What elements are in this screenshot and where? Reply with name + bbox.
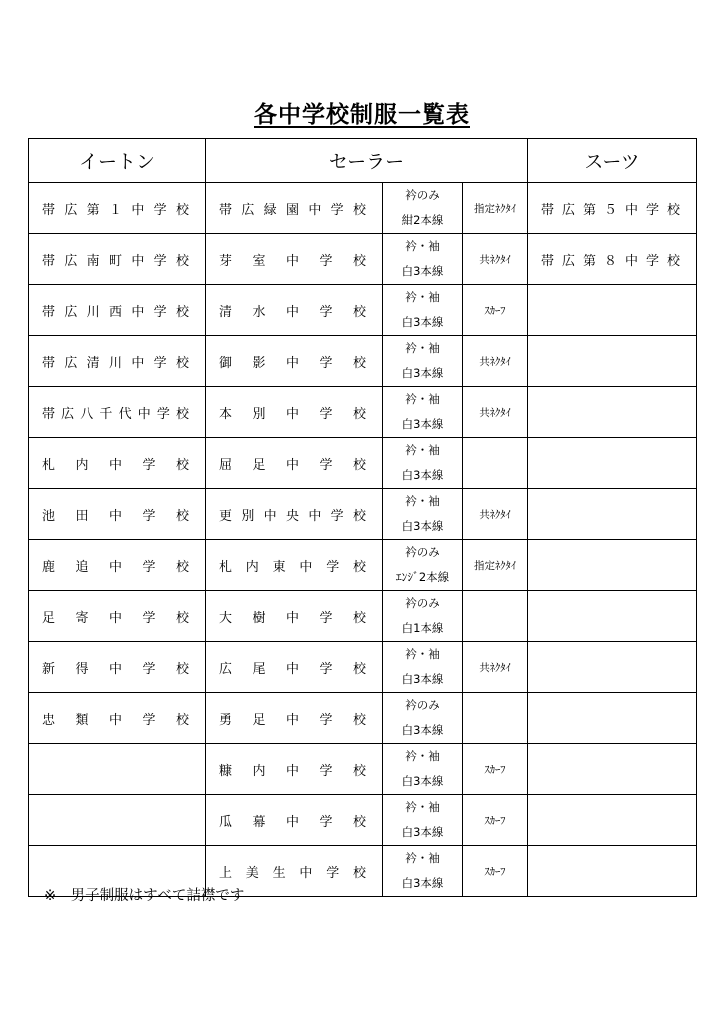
eton-school-cell-text: 帯 広 第 １ 中 学 校 bbox=[42, 202, 189, 218]
line-color-count: 白3本線 bbox=[401, 417, 444, 431]
sailor-line-detail-cell bbox=[383, 489, 463, 540]
sailor-tie-cell: ｽｶｰﾌ bbox=[463, 846, 528, 897]
sailor-tie-cell: ｽｶｰﾌ bbox=[463, 795, 528, 846]
sailor-school-cell bbox=[206, 336, 383, 387]
eton-school-cell bbox=[29, 642, 206, 693]
eton-school-cell bbox=[29, 285, 206, 336]
sailor-line-detail-cell bbox=[383, 387, 463, 438]
sailor-school-cell bbox=[206, 795, 383, 846]
eton-school-cell-text: 帯 広 川 西 中 学 校 bbox=[42, 304, 189, 320]
sailor-school-cell bbox=[206, 285, 383, 336]
suit-school-cell bbox=[528, 183, 697, 234]
table-row bbox=[29, 795, 697, 846]
sailor-school-cell bbox=[206, 234, 383, 285]
line-color-count: 紺2本線 bbox=[401, 213, 444, 227]
sailor-tie-cell bbox=[463, 438, 528, 489]
sailor-tie-cell: ｽｶｰﾌ bbox=[463, 744, 528, 795]
suit-school-cell bbox=[528, 744, 697, 795]
sailor-school-cell-text: 広 尾 中 学 校 bbox=[219, 661, 366, 677]
sailor-tie-cell: 共ﾈｸﾀｲ bbox=[463, 489, 528, 540]
line-color-count: 白3本線 bbox=[401, 519, 444, 533]
sailor-school-cell-text: 御 影 中 学 校 bbox=[219, 355, 366, 371]
eton-school-cell-text: 足 寄 中 学 校 bbox=[42, 610, 189, 626]
sailor-school-cell-text: 大 樹 中 学 校 bbox=[219, 610, 366, 626]
eton-school-cell bbox=[29, 744, 206, 795]
eton-school-cell-text: 帯 広 八 千 代 中 学 校 bbox=[42, 406, 189, 422]
line-position: 衿・袖 bbox=[405, 392, 440, 406]
sailor-line-detail-cell bbox=[383, 336, 463, 387]
sailor-tie-cell bbox=[463, 591, 528, 642]
line-color-count: 白3本線 bbox=[401, 315, 444, 329]
sailor-tie-cell: 指定ﾈｸﾀｲ bbox=[463, 540, 528, 591]
eton-school-cell-text: 帯 広 清 川 中 学 校 bbox=[42, 355, 189, 371]
sailor-school-cell bbox=[206, 438, 383, 489]
sailor-school-cell-text: 糠 内 中 学 校 bbox=[219, 763, 366, 779]
sailor-school-cell-text: 勇 足 中 学 校 bbox=[219, 712, 366, 728]
eton-school-cell-text: 鹿 追 中 学 校 bbox=[42, 559, 189, 575]
sailor-school-cell-text: 本 別 中 学 校 bbox=[219, 406, 366, 422]
sailor-line-detail-cell bbox=[383, 438, 463, 489]
sailor-tie-cell: 指定ﾈｸﾀｲ bbox=[463, 183, 528, 234]
sailor-tie-cell: 共ﾈｸﾀｲ bbox=[463, 234, 528, 285]
table-row bbox=[29, 438, 697, 489]
header-suit: スーツ bbox=[528, 139, 697, 183]
line-color-count: ｴﾝｼﾞ2本線 bbox=[395, 570, 450, 584]
suit-school-cell bbox=[528, 540, 697, 591]
line-position: 衿・袖 bbox=[405, 443, 440, 457]
sailor-tie-cell: ｽｶｰﾌ bbox=[463, 285, 528, 336]
eton-school-cell bbox=[29, 795, 206, 846]
eton-school-cell bbox=[29, 591, 206, 642]
sailor-school-cell-text: 札 内 東 中 学 校 bbox=[219, 559, 366, 575]
sailor-school-cell bbox=[206, 744, 383, 795]
suit-school-cell bbox=[528, 693, 697, 744]
suit-school-cell bbox=[528, 642, 697, 693]
sailor-line-detail-cell bbox=[383, 285, 463, 336]
uniform-table bbox=[28, 138, 697, 897]
line-color-count: 白3本線 bbox=[401, 672, 444, 686]
sailor-school-cell bbox=[206, 693, 383, 744]
footnote: ※ 男子制服はすべて詰襟です bbox=[44, 888, 245, 904]
line-position: 衿・袖 bbox=[405, 239, 440, 253]
sailor-school-cell-text: 更 別 中 央 中 学 校 bbox=[219, 508, 366, 524]
line-color-count: 白3本線 bbox=[401, 876, 444, 890]
page-title: 各中学校制服一覧表 bbox=[254, 102, 470, 128]
suit-school-cell bbox=[528, 846, 697, 897]
table-row bbox=[29, 693, 697, 744]
header-row bbox=[29, 139, 697, 183]
eton-school-cell bbox=[29, 540, 206, 591]
sailor-tie-cell: 共ﾈｸﾀｲ bbox=[463, 387, 528, 438]
sailor-line-detail-cell bbox=[383, 795, 463, 846]
suit-school-cell-text: 帯 広 第 ８ 中 学 校 bbox=[541, 253, 680, 269]
suit-school-cell bbox=[528, 591, 697, 642]
table-row bbox=[29, 540, 697, 591]
line-position: 衿・袖 bbox=[405, 800, 440, 814]
line-position: 衿・袖 bbox=[405, 647, 440, 661]
eton-school-cell bbox=[29, 183, 206, 234]
line-color-count: 白3本線 bbox=[401, 723, 444, 737]
table-row bbox=[29, 336, 697, 387]
sailor-school-cell bbox=[206, 540, 383, 591]
sailor-line-detail-cell bbox=[383, 234, 463, 285]
suit-school-cell bbox=[528, 795, 697, 846]
suit-school-cell bbox=[528, 489, 697, 540]
sailor-tie-cell: 共ﾈｸﾀｲ bbox=[463, 642, 528, 693]
sailor-school-cell-text: 屈 足 中 学 校 bbox=[219, 457, 366, 473]
sailor-line-detail-cell bbox=[383, 693, 463, 744]
eton-school-cell-text: 帯 広 南 町 中 学 校 bbox=[42, 253, 189, 269]
table-row bbox=[29, 285, 697, 336]
eton-school-cell-text: 忠 類 中 学 校 bbox=[42, 712, 189, 728]
eton-school-cell bbox=[29, 489, 206, 540]
sailor-school-cell bbox=[206, 387, 383, 438]
table-row bbox=[29, 234, 697, 285]
line-position: 衿・袖 bbox=[405, 851, 440, 865]
sailor-line-detail-cell bbox=[383, 642, 463, 693]
eton-school-cell-text: 札 内 中 学 校 bbox=[42, 457, 189, 473]
sailor-line-detail-cell bbox=[383, 846, 463, 897]
eton-school-cell bbox=[29, 387, 206, 438]
sailor-school-cell bbox=[206, 489, 383, 540]
line-color-count: 白3本線 bbox=[401, 366, 444, 380]
sailor-line-detail-cell bbox=[383, 183, 463, 234]
eton-school-cell bbox=[29, 693, 206, 744]
line-position: 衿・袖 bbox=[405, 341, 440, 355]
line-position: 衿のみ bbox=[405, 188, 440, 202]
eton-school-cell-text: 新 得 中 学 校 bbox=[42, 661, 189, 677]
sailor-school-cell-text: 芽 室 中 学 校 bbox=[219, 253, 366, 269]
line-position: 衿のみ bbox=[405, 698, 440, 712]
sailor-school-cell bbox=[206, 642, 383, 693]
sailor-school-cell bbox=[206, 183, 383, 234]
suit-school-cell-text: 帯 広 第 ５ 中 学 校 bbox=[541, 202, 680, 218]
table-row bbox=[29, 183, 697, 234]
line-color-count: 白1本線 bbox=[401, 621, 444, 635]
line-position: 衿・袖 bbox=[405, 290, 440, 304]
sailor-school-cell-text: 上 美 生 中 学 校 bbox=[219, 865, 366, 881]
line-color-count: 白3本線 bbox=[401, 264, 444, 278]
sailor-school-cell bbox=[206, 591, 383, 642]
sailor-tie-cell bbox=[463, 693, 528, 744]
table-row bbox=[29, 387, 697, 438]
sailor-school-cell-text: 瓜 幕 中 学 校 bbox=[219, 814, 366, 830]
sailor-line-detail-cell bbox=[383, 744, 463, 795]
table-row bbox=[29, 642, 697, 693]
line-color-count: 白3本線 bbox=[401, 774, 444, 788]
sailor-school-cell-text: 清 水 中 学 校 bbox=[219, 304, 366, 320]
table-row bbox=[29, 744, 697, 795]
table-row bbox=[29, 489, 697, 540]
eton-school-cell bbox=[29, 234, 206, 285]
line-position: 衿・袖 bbox=[405, 749, 440, 763]
line-color-count: 白3本線 bbox=[401, 468, 444, 482]
suit-school-cell bbox=[528, 438, 697, 489]
line-position: 衿のみ bbox=[405, 545, 440, 559]
eton-school-cell bbox=[29, 438, 206, 489]
suit-school-cell bbox=[528, 234, 697, 285]
header-eton: イートン bbox=[29, 139, 206, 183]
sailor-school-cell-text: 帯 広 緑 園 中 学 校 bbox=[219, 202, 366, 218]
header-sailor: セーラー bbox=[206, 139, 528, 183]
eton-school-cell-text: 池 田 中 学 校 bbox=[42, 508, 189, 524]
table-row bbox=[29, 591, 697, 642]
suit-school-cell bbox=[528, 336, 697, 387]
sailor-line-detail-cell bbox=[383, 591, 463, 642]
suit-school-cell bbox=[528, 285, 697, 336]
sailor-tie-cell: 共ﾈｸﾀｲ bbox=[463, 336, 528, 387]
suit-school-cell bbox=[528, 387, 697, 438]
sailor-line-detail-cell bbox=[383, 540, 463, 591]
eton-school-cell bbox=[29, 336, 206, 387]
line-color-count: 白3本線 bbox=[401, 825, 444, 839]
line-position: 衿のみ bbox=[405, 596, 440, 610]
line-position: 衿・袖 bbox=[405, 494, 440, 508]
